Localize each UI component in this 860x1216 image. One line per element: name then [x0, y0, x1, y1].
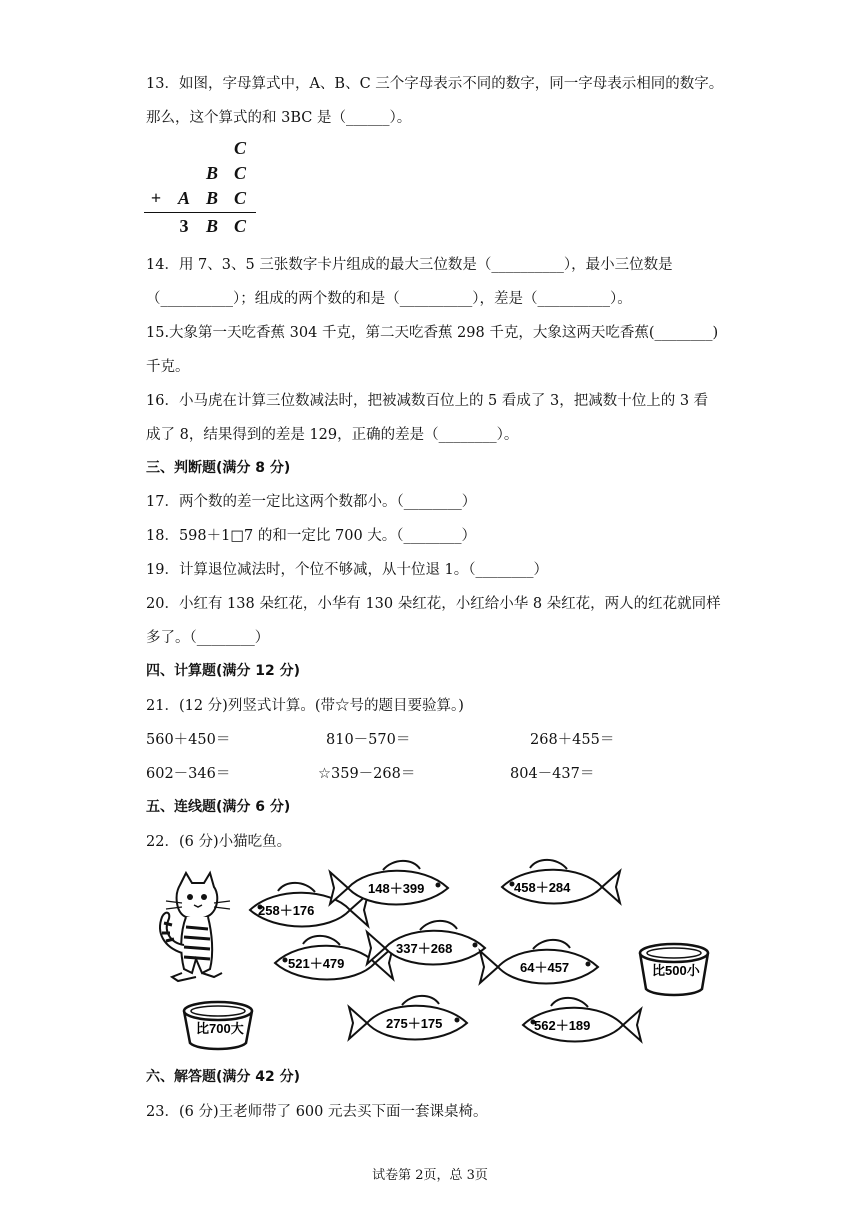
- q20-line1: 20．小红有 138 朵红花，小华有 130 朵红花，小红给小华 8 朵红花，两人的红花就同样: [146, 596, 721, 612]
- q15-line1: 15.大象第一天吃香蕉 304 千克，第二天吃香蕉 298 千克，大象这两天吃香蕉(________): [146, 325, 719, 341]
- calc-item: 804－437＝: [510, 766, 595, 782]
- sum-digit-3: 3: [179, 216, 189, 236]
- q13-vertical-addition: [140, 138, 260, 238]
- sum-digit-c: C: [233, 216, 246, 236]
- q14-line2: （__________）；组成的两个数的和是（__________），差是（__________）。: [146, 291, 632, 307]
- fish-label: 258＋176: [258, 903, 315, 918]
- calc-item: 560＋450＝: [146, 732, 231, 748]
- digit-b: B: [205, 163, 218, 183]
- section-heading-word-problems: 六、解答题(满分 42 分): [146, 1069, 301, 1085]
- calc-item: 810－570＝: [326, 732, 411, 748]
- q23: 23．(6 分)王老师带了 600 元去买下面一套课桌椅。: [146, 1104, 488, 1120]
- q17: 17．两个数的差一定比这两个数都小。（________）: [146, 494, 477, 510]
- q13-line1: 13．如图，字母算式中，A、B、C 三个字母表示不同的数字，同一字母表示相同的数字。: [146, 76, 724, 92]
- q19: 19．计算退位减法时，个位不够减，从十位退 1。（________）: [146, 562, 549, 578]
- q16-line1: 16．小马虎在计算三位数减法时，把被减数百位上的 5 看成了 3，把减数十位上的 3 看: [146, 393, 709, 409]
- q13-line2: 那么，这个算式的和 3BC 是（______）。: [146, 110, 412, 126]
- cat-fish-illustration: [140, 855, 720, 1055]
- calc-item: 268＋455＝: [530, 732, 615, 748]
- fish-label: 458＋284: [514, 880, 571, 895]
- digit-c: C: [233, 163, 246, 183]
- q14-line1: 14．用 7、3、5 三张数字卡片组成的最大三位数是（__________），最小三位数是: [146, 257, 673, 273]
- fish-label: 148＋399: [368, 881, 425, 896]
- section-heading-calculation: 四、计算题(满分 12 分): [146, 663, 301, 679]
- q18: 18．598＋1□7 的和一定比 700 大。（________）: [146, 528, 477, 544]
- sum-rule: [144, 212, 256, 213]
- fish-label: 562＋189: [534, 1018, 591, 1033]
- q20-line2: 多了。（________）: [146, 630, 270, 646]
- fish-label: 275＋175: [386, 1016, 443, 1031]
- sum-digit-b: B: [205, 216, 218, 236]
- bowl-label: 比700大: [196, 1021, 244, 1036]
- q16-line2: 成了 8，结果得到的差是 129，正确的差是（________）。: [146, 427, 519, 443]
- fish-label: 64＋457: [520, 960, 570, 975]
- fish-label: 521＋479: [288, 956, 345, 971]
- digit-c: C: [233, 188, 246, 208]
- page-footer: 试卷第 2页，总 3页: [372, 1168, 488, 1183]
- section-heading-judgement: 三、判断题(满分 8 分): [146, 460, 291, 476]
- digit-b: B: [205, 188, 218, 208]
- q15-line2: 千克。: [146, 359, 190, 375]
- calc-item: 602－346＝: [146, 766, 231, 782]
- q22-title: 22．(6 分)小猫吃鱼。: [146, 834, 292, 850]
- section-heading-matching: 五、连线题(满分 6 分): [146, 799, 291, 815]
- plus-sign: +: [150, 188, 162, 208]
- digit-a: A: [177, 188, 190, 208]
- q21-title: 21．(12 分)列竖式计算。(带☆号的题目要验算。): [146, 698, 464, 714]
- calc-item: ☆359－268＝: [318, 766, 416, 782]
- cat-icon: [160, 873, 230, 981]
- digit-c: C: [233, 138, 246, 158]
- fish-label: 337＋268: [396, 941, 453, 956]
- bowl-label: 比500小: [652, 963, 700, 978]
